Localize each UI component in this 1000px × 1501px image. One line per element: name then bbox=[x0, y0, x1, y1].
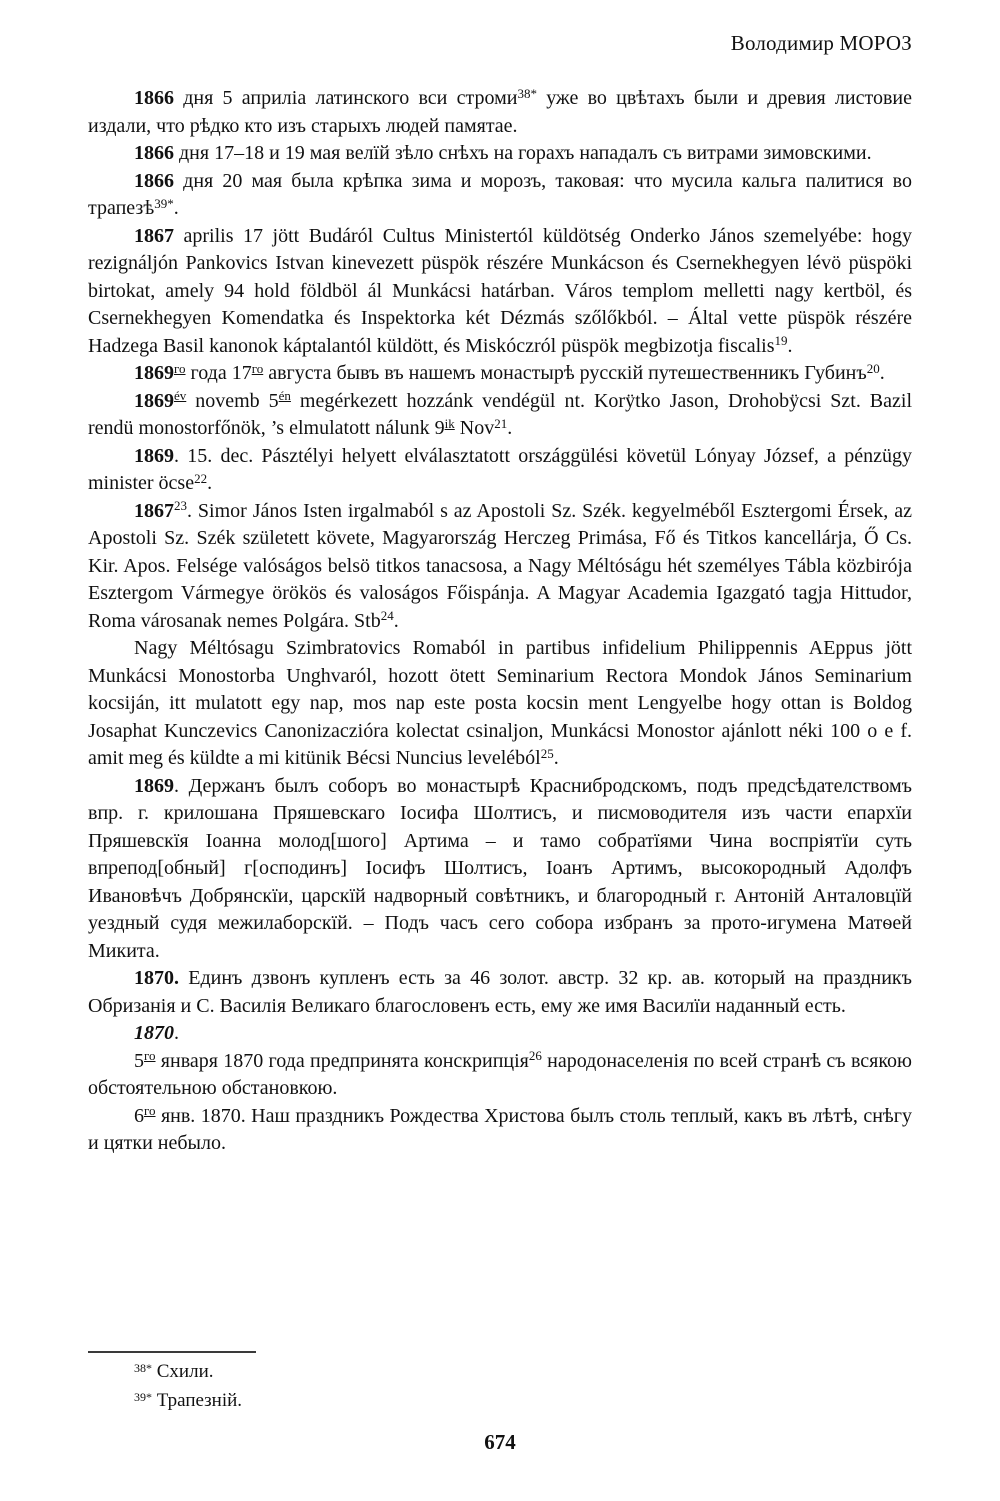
footnote-reference: év bbox=[174, 388, 187, 403]
paragraph bbox=[88, 443, 912, 498]
text-segment: aprilis 17 jött Budáról Cultus Ministertól küldötség Onderko János szemelyébe: hogy rezignáljón Pankovics Istvan kinevezett püspök részére Munkácson és Csernekhegyen lévö püspöki birtokat, amely 94 hold földböl ál Munkácsi határban. Város templom melletti nagy kertböl, és Csernekhegyen Komendatka és Inspektorka két Dézmás szőlőkból. – Által vette püspök részére Hadzega Basil kanonok káptalantól küldött, és Miskóczról püspök megbizotja fiscalis bbox=[88, 224, 912, 357]
paragraph bbox=[88, 1048, 912, 1103]
text-segment: 1866 bbox=[134, 142, 174, 164]
text-segment: megérkezett hozzánk vendégül nt. Korÿtko Jason, Drohobÿcsi Szt. Bazil rendü monostorfőnök, ’s elmulatott nálunk 9 bbox=[88, 389, 913, 439]
footnote-marker: 39* bbox=[134, 1389, 152, 1404]
paragraph bbox=[88, 635, 912, 773]
paragraph bbox=[88, 965, 912, 1020]
footnote-text: Трапезній. bbox=[152, 1390, 243, 1411]
text-segment: дня 5 априліа латинского вси строми bbox=[174, 87, 518, 109]
text-segment: . bbox=[787, 334, 793, 357]
body-text bbox=[88, 85, 912, 1158]
footnote-separator bbox=[88, 1351, 256, 1353]
text-segment: . bbox=[174, 1022, 179, 1044]
text-segment: года 17 bbox=[185, 362, 252, 384]
paragraph bbox=[88, 85, 912, 140]
text-segment: народонаселенія по всей странѣ съ всякою обстоятельною обстановкою. bbox=[88, 1049, 912, 1099]
text-segment: Nagy Méltósagu Szimbratovics Romaból in partibus infidelium Philippennis AEppus jött Munkácsi Monostorba Unghvaról, hozott ötett Seminarium Rectora Mondok János Seminarium kocsiján, itt mulatott egy nap, mos nap este posta kocsin ment Lengyelbe hogy ottan is Boldog Josaphat Kunczevics Canonizaczióra kolectat csinaljon, Munkácsi Monostor ajánlott néki 100 o e f. amit meg és küldte a mi kitünik Bécsi Nuncius leveléból bbox=[88, 637, 912, 769]
text-segment: 1869 bbox=[134, 362, 174, 384]
running-header-author: Володимир МОРОЗ bbox=[730, 31, 912, 55]
footnote-reference: én bbox=[278, 388, 291, 403]
text-segment: 5 bbox=[134, 1049, 144, 1072]
text-segment: янв. 1870. Наш праздникъ Рождества Христова былъ столь теплый, какъ въ лѣтѣ, снѣгу и цятки небыло. bbox=[88, 1104, 912, 1154]
text-segment: 6 bbox=[134, 1104, 144, 1127]
footnote-reference: 21 bbox=[494, 415, 508, 431]
footnote-reference: 39* bbox=[154, 195, 174, 211]
text-segment: уже во цвѣтахъ были и древия листовие издали, что рѣдко кто изъ старыхъ людей памятае. bbox=[88, 87, 912, 137]
footnote-reference: 20 bbox=[866, 360, 880, 376]
text-segment: дня 17–18 и 19 мая велїй зѣло снѣхъ на горахъ нападалъ съ витрами зимовскими. bbox=[174, 142, 872, 164]
footnote-reference: 23 bbox=[174, 498, 187, 513]
footnotes bbox=[88, 1357, 912, 1415]
paragraph bbox=[88, 1103, 912, 1158]
text-segment: . Simor János Isten irgalmaból s az Apostoli Sz. Szék. kegyelméből Esztergomi Érsek, az Apostoli Sz. Szék született követe, Magyarország Herczeg Primása, Fő és Titkos kancellárja, Ő Cs. Kir. Apos. Felsége valóságos belsö titkos tanacsosa, a Nagy Méltóságu hét személyes Tábla közbirója Esztergom Vármegye örökös és valoságos Főispánja. A Magyar Academia Igazgató tagja Hittudor, Roma városanak nemes Polgára. Stb bbox=[88, 499, 912, 632]
footnote-text: Схили. bbox=[152, 1361, 214, 1382]
text-segment: . bbox=[173, 197, 179, 219]
text-segment: Nov bbox=[454, 417, 495, 439]
text-segment: 1870 bbox=[134, 1022, 174, 1044]
footnote-reference: го bbox=[144, 1048, 156, 1063]
text-segment: 1869 bbox=[134, 774, 174, 797]
page-number: 674 bbox=[484, 1430, 516, 1454]
paragraph bbox=[88, 773, 912, 966]
footnote-reference: го bbox=[174, 360, 186, 376]
footnote-reference: 19 bbox=[774, 333, 788, 348]
text-segment: Единъ дзвонъ купленъ есть за 46 золот. австр. 32 кр. ав. который на праздникъ Обризанія и С. Василія Великаго благословенъ есть, ему же имя Василїи наданный есть. bbox=[88, 967, 912, 1017]
text-segment: . 15. dec. Pásztélyi helyett elválasztatott országgülési követül Lónyay József, a pénzügy minister öcse bbox=[88, 444, 912, 494]
text-segment: . bbox=[507, 417, 513, 439]
footnote-reference: го bbox=[144, 1103, 156, 1118]
footnote-marker: 38* bbox=[134, 1360, 152, 1375]
text-segment: 1866 bbox=[134, 169, 174, 192]
text-segment: 1870. bbox=[134, 967, 179, 989]
paragraph bbox=[88, 388, 912, 443]
footnote bbox=[88, 1386, 912, 1415]
paragraph bbox=[88, 1020, 912, 1048]
footnote-reference: 25 bbox=[540, 745, 554, 761]
text-segment: дня 20 мая была крѣпка зима и морозъ, таковая: что мусила кальга палитися во трапезѣ bbox=[88, 169, 912, 219]
text-segment: августа бывъ въ нашемъ монастырѣ русскій путешественникъ Губинъ bbox=[263, 362, 867, 384]
footnote-reference: 24 bbox=[380, 608, 394, 623]
text-segment: 1869 bbox=[134, 389, 174, 412]
text-segment: . bbox=[553, 747, 559, 769]
text-segment: 1867 bbox=[134, 499, 174, 522]
footnote-reference: 22 bbox=[194, 470, 208, 486]
text-segment: . bbox=[879, 362, 885, 384]
footnote-reference: го bbox=[251, 360, 264, 376]
text-segment: 1867 bbox=[134, 224, 174, 247]
text-segment: 1866 bbox=[134, 87, 174, 109]
text-segment: . bbox=[207, 472, 213, 494]
text-segment: novemb 5 bbox=[186, 389, 279, 412]
paragraph bbox=[88, 223, 912, 361]
footnote-reference: 26 bbox=[528, 1048, 542, 1063]
text-segment: 1869 bbox=[134, 444, 174, 467]
paragraph bbox=[88, 140, 912, 168]
footnote-reference: ik bbox=[444, 415, 455, 431]
paragraph bbox=[88, 168, 912, 223]
footnote-reference: 38* bbox=[517, 85, 537, 101]
text-segment: января 1870 года предпринята конскрипція bbox=[155, 1049, 529, 1072]
footnote bbox=[88, 1357, 912, 1386]
text-segment: . Держанъ былъ соборъ во монастырѣ Краснибродскомъ, подъ предсѣдателствомъ впр. г. крилошана Пряшевскаго Іосифа Шолтисъ, и писмоводителя изъ части епархїи Пряшевскїя Іоанна молод[шого] Артима – и тамо собратїями Чина воспріятїи суть впрепод[обный] г[осподинъ] Іосифъ Шолтисъ, Іоанъ Артимъ, высокородный Адолфъ Ивановѣчъ Добрянскїи, царскїй надворный совѣтникъ, и благородный г. Антоній Анталовцїй уездный судя межилаборскїй. – Подъ часъ сего собора избранъ за прото-игумена Матѳей Микита. bbox=[88, 774, 912, 962]
paragraph bbox=[88, 360, 912, 388]
text-segment: . bbox=[393, 609, 399, 632]
paragraph bbox=[88, 498, 912, 636]
